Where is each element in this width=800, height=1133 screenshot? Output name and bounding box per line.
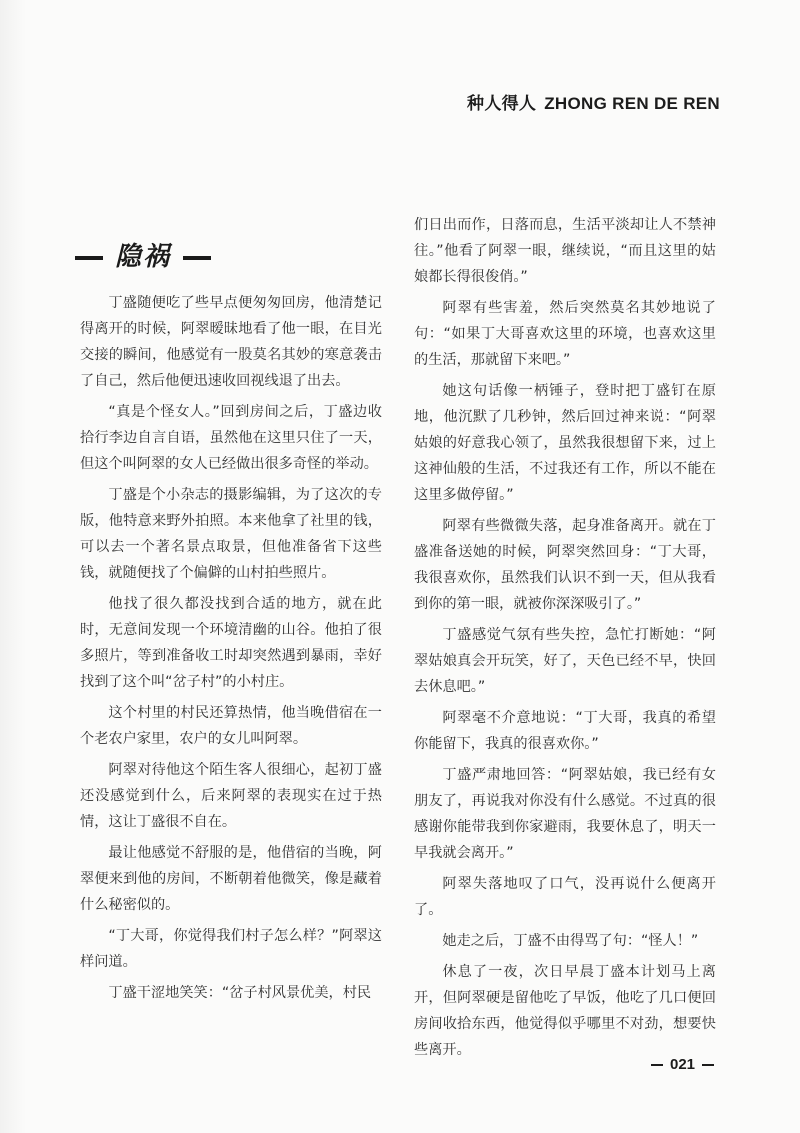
paragraph: 她走之后，丁盛不由得骂了句：“怪人！” (442, 933, 699, 949)
paragraph: 她这句话像一柄锤子，登时把丁盛钉在原地，他沉默了几秒钟，然后回过神来说：“阿翠姑娘的好意我心领了，虽然我很想留下来，过上这神仙般的生活，不过我还有工作，所以不能在这里多做停留。” (414, 383, 716, 503)
paragraph: 阿翠有些害羞，然后突然莫名其妙地说了句：“如果丁大哥喜欢这里的环境，也喜欢这里的生活，那就留下来吧。” (414, 300, 716, 368)
page-number-dash-left (651, 1064, 663, 1066)
paragraph: 这个村里的村民还算热情，他当晚借宿在一个老农户家里，农户的女儿叫阿翠。 (80, 705, 382, 747)
paragraph: 丁盛随便吃了些早点便匆匆回房，他清楚记得离开的时候，阿翠暧昧地看了他一眼，在目光交接的瞬间，他感觉有一股莫名其妙的寒意袭击了自己，然后他便迅速收回视线退了出去。 (80, 295, 382, 389)
page-number-text: 021 (670, 1056, 696, 1073)
paragraph-continuation: 们日出而作，日落而息，生活平淡却让人不禁神往。”他看了阿翠一眼，继续说，“而且这里的姑娘都长得很俊俏。” (414, 217, 716, 285)
title-dash-left (75, 256, 103, 260)
paragraph: 休息了一夜，次日早晨丁盛本计划马上离开，但阿翠硬是留他吃了早饭，他吃了几口便回房间收拾东西，他觉得似乎哪里不对劲，想要快些离开。 (414, 964, 716, 1058)
page-number-dash-right (702, 1064, 714, 1066)
paragraph: 阿翠有些微微失落，起身准备离开。就在丁盛准备送她的时候，阿翠突然回身：“丁大哥，我很喜欢你，虽然我们认识不到一天，但从我看到你的第一眼，就被你深深吸引了。” (414, 518, 716, 612)
page-gutter-shadow (0, 0, 26, 1133)
paragraph: “丁大哥，你觉得我们村子怎么样？”阿翠这样问道。 (80, 928, 382, 970)
paragraph: 阿翠毫不介意地说：“丁大哥，我真的希望你能留下，我真的很喜欢你。” (414, 710, 716, 752)
paragraph: 阿翠对待他这个陌生客人很细心，起初丁盛还没感觉到什么，后来阿翠的表现实在过于热情，这让丁盛很不自在。 (80, 762, 382, 830)
paragraph: 丁盛感觉气氛有些失控，急忙打断她：“阿翠姑娘真会开玩笑，好了，天色已经不早，快回去休息吧。” (414, 627, 716, 695)
paragraph: 他找了很久都没找到合适的地方，就在此时，无意间发现一个环境清幽的山谷。他拍了很多照片，等到准备收工时却突然遇到暴雨，幸好找到了这个叫“岔子村”的小村庄。 (80, 596, 382, 690)
paragraph: 丁盛是个小杂志的摄影编辑，为了这次的专版，他特意来野外拍照。本来他拿了社里的钱，可以去一个著名景点取景，但他准备省下这些钱，就随便找了个偏僻的山村拍些照片。 (80, 487, 382, 581)
title-text: 隐祸 (115, 242, 172, 272)
header-chinese: 种人得人 (467, 94, 537, 113)
paragraph: “真是个怪女人。”回到房间之后，丁盛边收拾行李边自言自语，虽然他在这里只住了一天，但这个叫阿翠的女人已经做出很多奇怪的举动。 (80, 404, 382, 472)
right-column (414, 212, 716, 1068)
header-pinyin: ZHONG REN DE REN (544, 94, 720, 113)
paragraph: 丁盛干涩地笑笑：“岔子村风景优美，村民 (108, 985, 372, 1001)
paragraph: 最让他感觉不舒服的是，他借宿的当晚，阿翠便来到他的房间，不断朝着他微笑，像是藏着什么秘密似的。 (80, 845, 382, 913)
paragraph: 丁盛严肃地回答：“阿翠姑娘，我已经有女朋友了，再说我对你没有什么感觉。不过真的很感谢你能带我到你家避雨，我要休息了，明天一早我就会离开。” (414, 767, 716, 861)
paragraph: 阿翠失落地叹了口气，没再说什么便离开了。 (414, 876, 716, 918)
title-dash-right (183, 256, 211, 260)
running-header (467, 89, 720, 114)
left-column (80, 290, 382, 1011)
story-title (75, 236, 211, 273)
page-number (651, 1056, 714, 1073)
